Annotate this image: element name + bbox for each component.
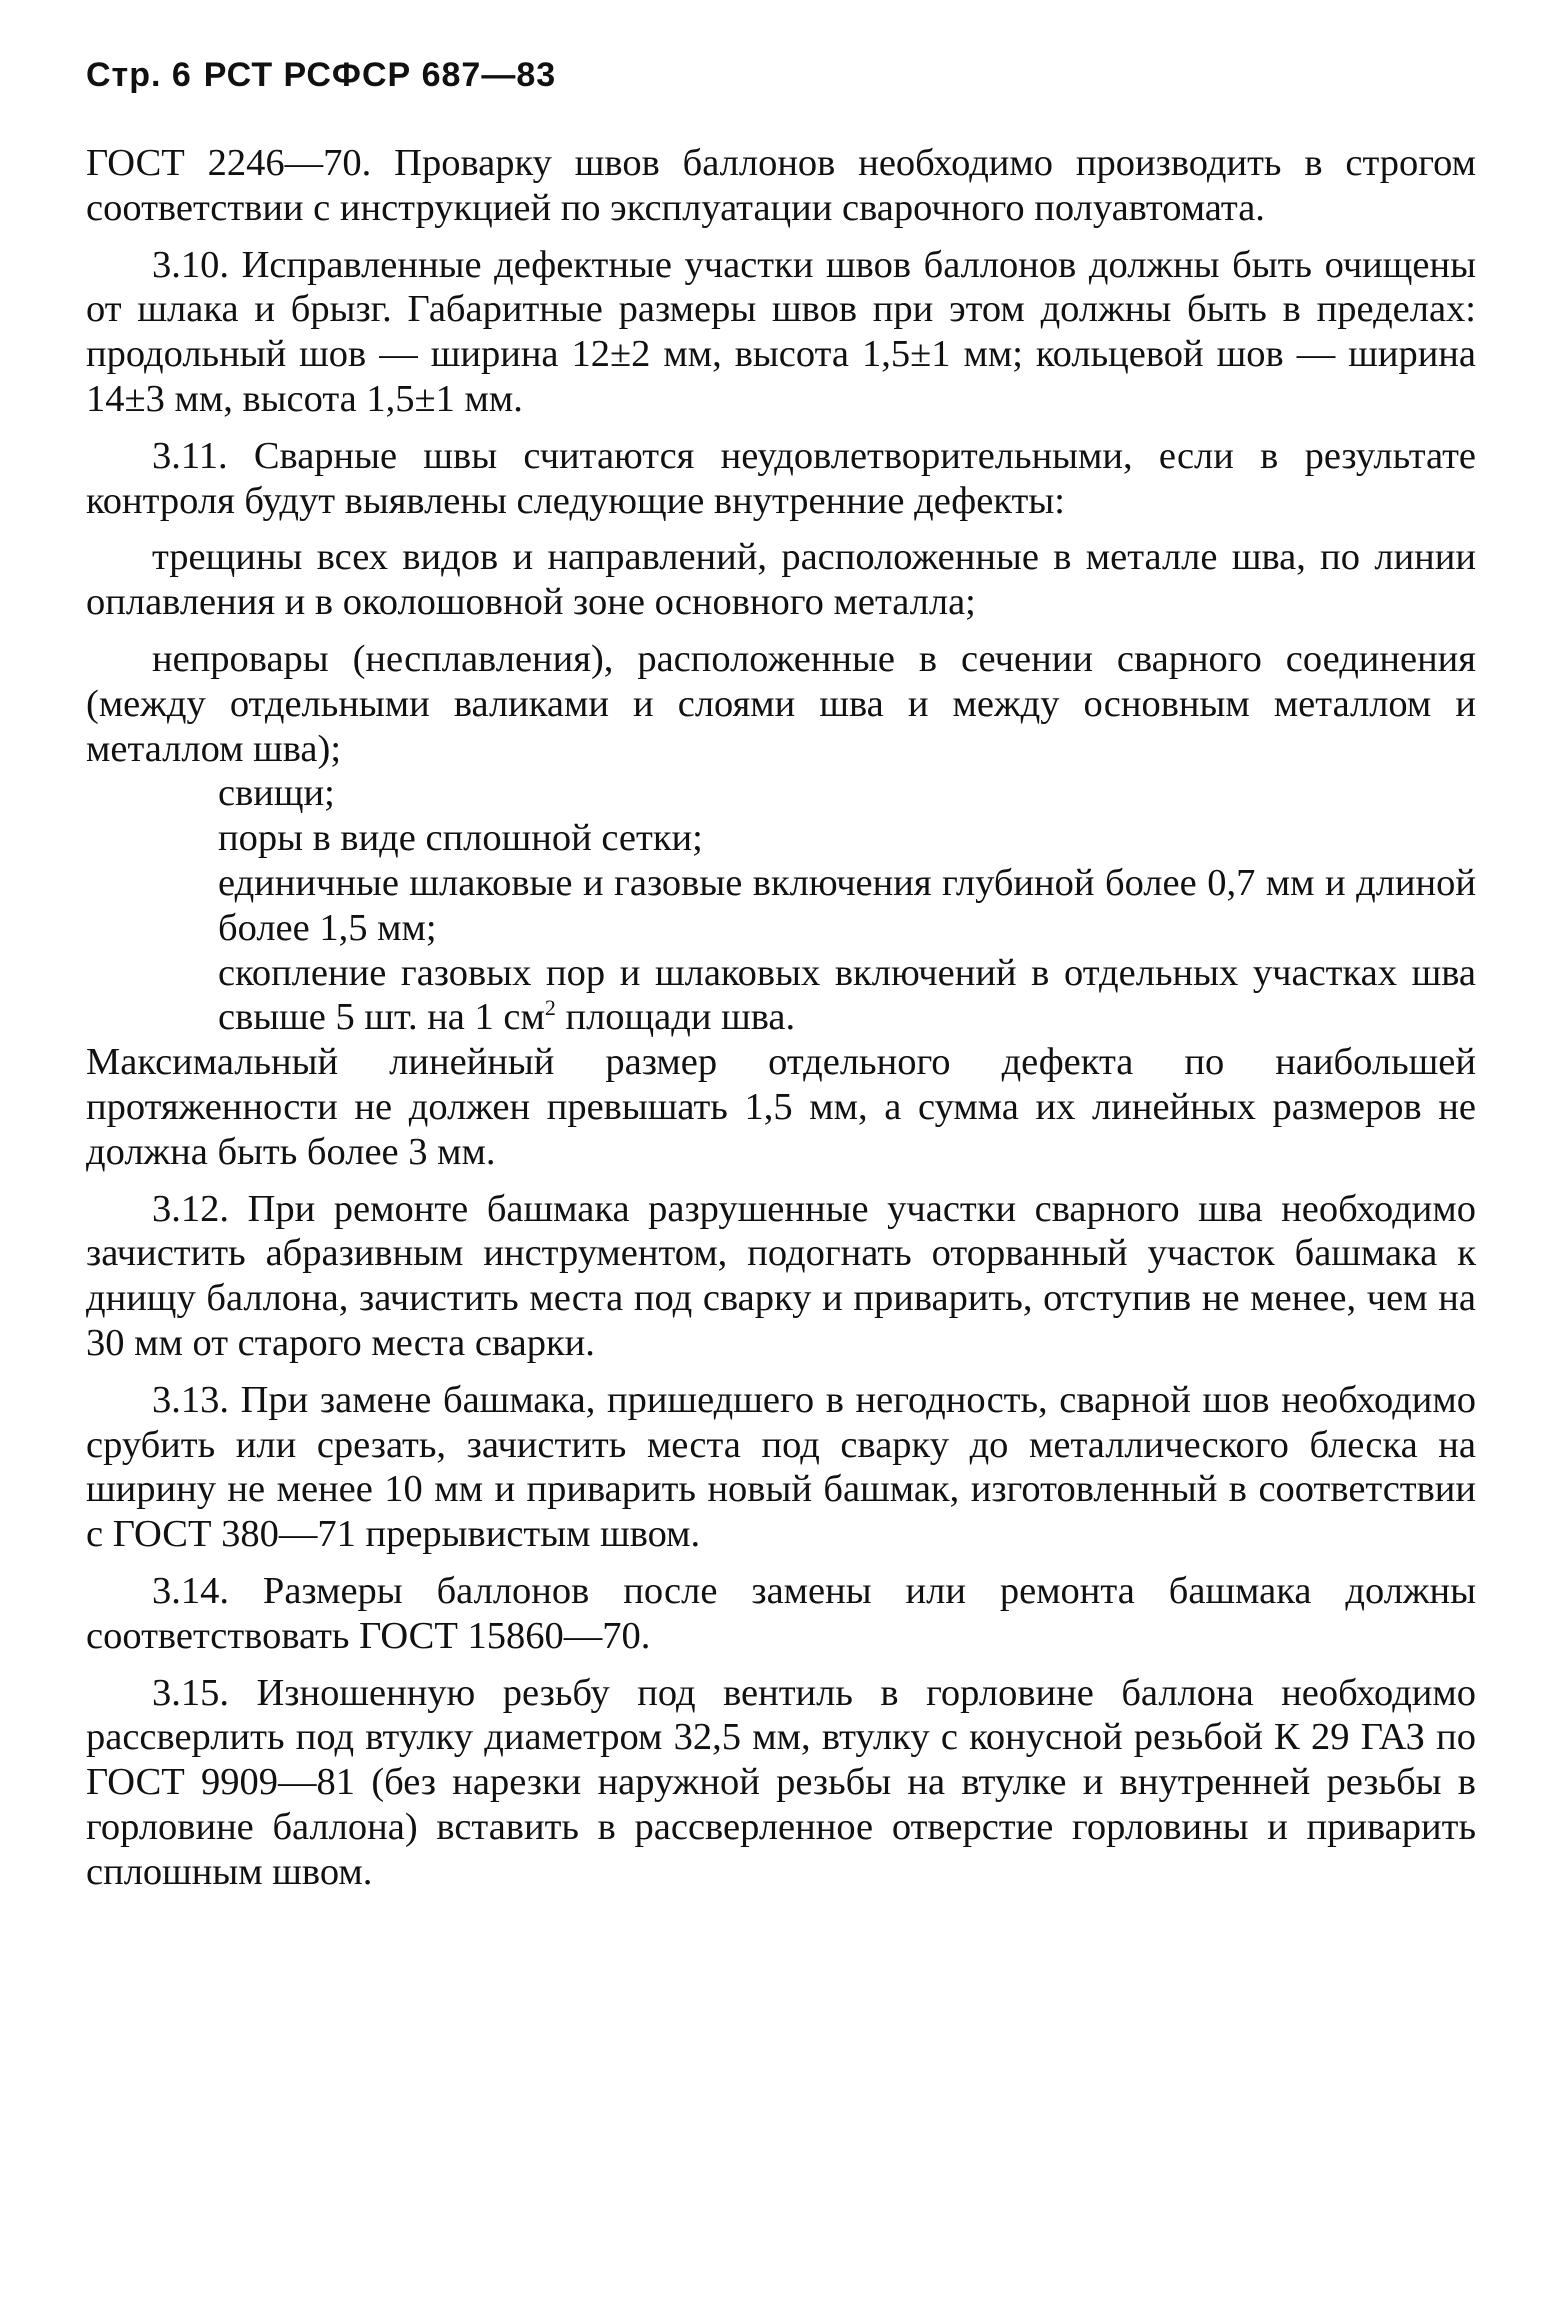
paragraph-3-10: 3.10. Исправленные дефектные участки швов баллонов должны быть очищены от шлака и брызг. Габаритные размеры швов при этом должны быть в пределах: продольный шов — ширина 12±2 мм, высота 1,5±1 мм; кольцевой шов — ширина 14±3 мм, высота 1,5±1 мм. <box>86 243 1476 420</box>
document-page <box>86 56 1476 1906</box>
paragraph-max-size: Максимальный линейный размер отдельного дефекта по наибольшей протяженности не должен превышать 1,5 мм, а сумма их линейных размеров не должна быть более 3 мм. <box>86 1041 1476 1173</box>
defect-item-fistulas: свищи; <box>218 772 335 815</box>
paragraph-gost-2246: ГОСТ 2246—70. Проварку швов баллонов необходимо производить в строгом соответствии с инструкцией по эксплуатации сварочного полуавтомата. <box>86 142 1476 229</box>
superscript-2: 2 <box>544 995 556 1021</box>
defect-item-pores: поры в виде сплошной сетки; <box>218 817 703 860</box>
paragraph-3-15: 3.15. Изношенную резьбу под вентиль в горловине баллона необходимо рассверлить под втулку диаметром 32,5 мм, втулку с конусной резьбой К 29 ГАЗ по ГОСТ 9909—81 (без нарезки наружной резьбы на втулке и внутренней резьбы в горловине баллона) вставить в рассверленное отверстие горловины и приварить сплошным швом. <box>86 1671 1476 1893</box>
defect-item-lack-of-fusion: непровары (несплавления), расположенные в сечении сварного соединения (между отдельными валиками и слоями шва и между основным металлом и металлом шва); <box>86 637 1476 770</box>
defect-item-accumulation-text: скопление газовых пор и шлаковых включений в отдельных участках шва свыше 5 шт. на 1 см <box>218 951 1476 1039</box>
page-header <box>86 56 1476 95</box>
defect-item-inclusions: единичные шлаковые и газовые включения глубиной более 0,7 мм и длиной более 1,5 мм; <box>218 861 1476 949</box>
defect-item-accumulation-end: площади шва. <box>555 996 796 1039</box>
paragraph-3-14: 3.14. Размеры баллонов после замены или ремонта башмака должны соответствовать ГОСТ 15860—70. <box>86 1569 1476 1657</box>
paragraph-3-13: 3.13. При замене башмака, пришедшего в негодность, сварной шов необходимо срубить или срезать, зачистить места под сварку до металлического блеска на ширину не менее 10 мм и приварить новый башмак, изготовленный в соответствии с ГОСТ 380—71 прерывистым швом. <box>86 1378 1476 1556</box>
paragraph-3-11: 3.11. Сварные швы считаются неудовлетворительными, если в результате контроля будут выявлены следующие внутренние дефекты: <box>86 434 1476 522</box>
defect-item-cracks: трещины всех видов и направлений, расположенные в металле шва, по линии оплавления и в околошовной зоне основного металла; <box>86 536 1476 624</box>
standard-code: РСТ РСФСР 687—83 <box>203 56 557 94</box>
page-number: Стр. 6 <box>86 56 192 94</box>
paragraph-3-12: 3.12. При ремонте башмака разрушенные участки сварного шва необходимо зачистить абразивным инструментом, подогнать оторванный участок башмака к днищу баллона, зачистить места под сварку и приварить, отступив не менее, чем на 30 мм от старого места сварки. <box>86 1187 1476 1364</box>
defect-item-accumulation <box>86 951 1476 1041</box>
